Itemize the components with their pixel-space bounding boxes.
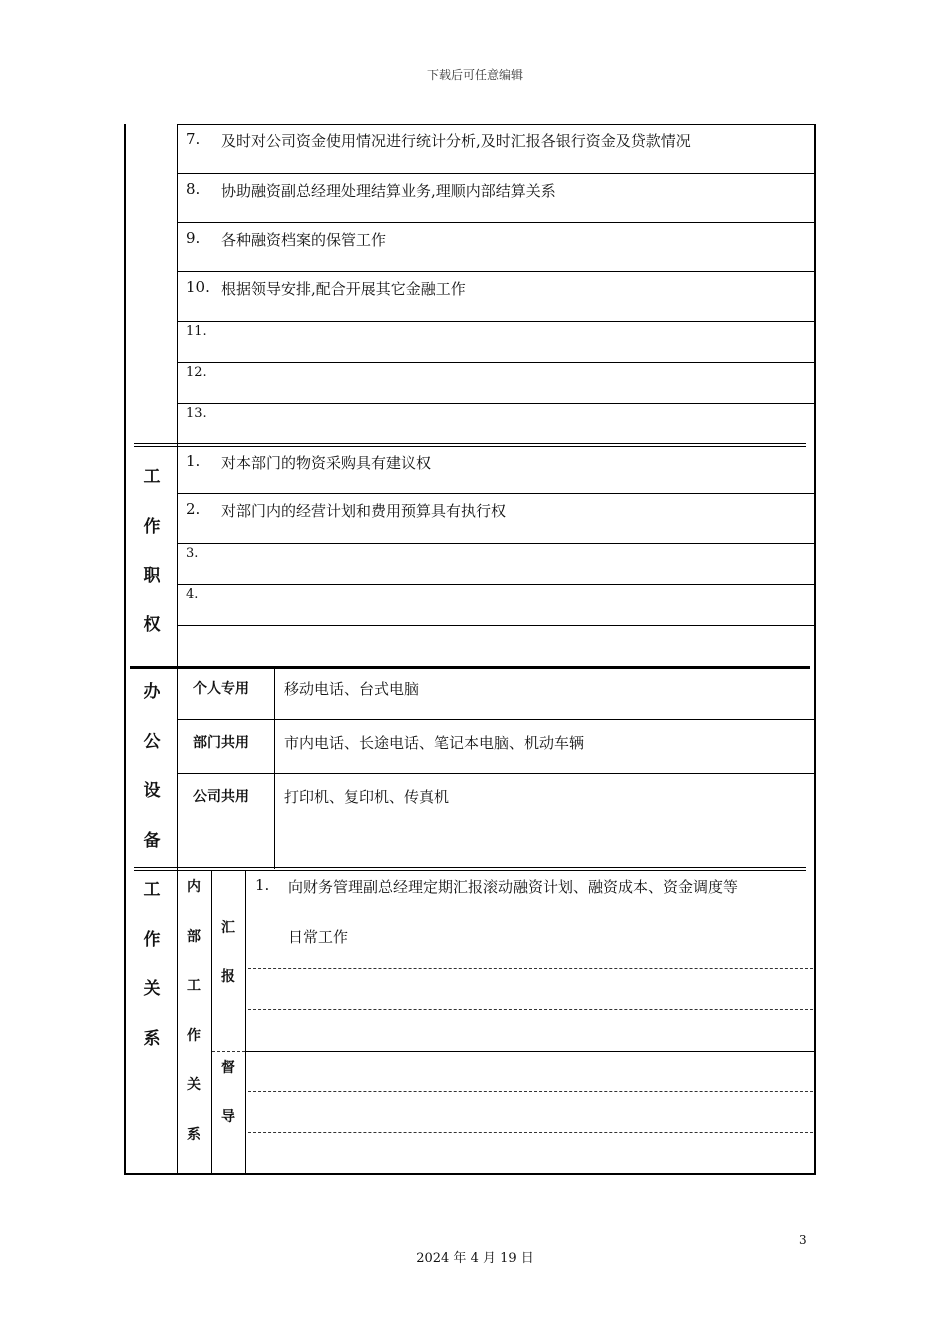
row-divider: [177, 321, 815, 322]
row-divider: [177, 493, 815, 494]
report-item-number: 1.: [255, 876, 270, 894]
duty-number: 10.: [186, 278, 210, 296]
equipment-label-char: 办: [143, 682, 161, 702]
duty-number: 12.: [186, 365, 207, 380]
authority-label-char: 工: [143, 467, 161, 487]
duty-number: 7.: [186, 130, 201, 148]
relations-label-char: 系: [143, 1029, 161, 1049]
duty-text: 及时对公司资金使用情况进行统计分析,及时汇报各银行资金及贷款情况: [221, 132, 691, 150]
section-divider: [134, 870, 806, 871]
row-divider: [177, 625, 815, 626]
duty-number: 11.: [186, 324, 207, 339]
authority-label-char: 作: [143, 517, 161, 537]
internal-label-char: 关: [187, 1077, 201, 1093]
label-column-divider: [177, 124, 178, 1175]
relations-label-char: 工: [143, 880, 161, 900]
report-label-char: 报: [221, 969, 235, 985]
equipment-label-char: 备: [143, 831, 161, 851]
dashed-line: [248, 968, 813, 969]
equipment-items: 打印机、复印机、传真机: [284, 788, 450, 806]
footer-date: 2024 年 4 月 19 日: [416, 1251, 534, 1266]
dashed-line: [248, 1132, 813, 1133]
header-note: 下载后可任意编辑: [426, 68, 523, 82]
row-divider: [177, 543, 815, 544]
internal-label-char: 作: [187, 1028, 201, 1044]
equipment-category: 个人专用: [193, 681, 249, 697]
authority-label-char: 职: [143, 566, 161, 586]
duty-number: 8.: [186, 180, 201, 198]
authority-number: 3.: [186, 546, 199, 561]
duty-text: 各种融资档案的保管工作: [221, 231, 387, 249]
duty-text: 协助融资副总经理处理结算业务,理顺内部结算关系: [221, 182, 556, 200]
authority-text: 对部门内的经营计划和费用预算具有执行权: [221, 502, 507, 520]
internal-column-divider: [211, 870, 212, 1173]
row-divider: [245, 1051, 815, 1052]
internal-label-char: 工: [187, 978, 201, 994]
internal-label-char: 系: [187, 1127, 201, 1143]
row-divider: [177, 362, 815, 363]
table-bottom-border: [124, 1173, 816, 1175]
dashed-line: [248, 1091, 813, 1092]
table-right-border: [814, 124, 816, 1175]
duty-number: 9.: [186, 229, 201, 247]
row-divider: [177, 271, 815, 272]
equipment-label-char: 设: [143, 781, 161, 801]
row-divider: [177, 584, 815, 585]
section-divider: [134, 443, 806, 444]
equipment-category-divider: [274, 668, 275, 869]
row-divider: [177, 773, 815, 774]
authority-text: 对本部门的物资采购具有建议权: [221, 454, 432, 472]
equipment-category: 部门共用: [193, 735, 249, 751]
row-divider: [177, 222, 815, 223]
internal-label-char: 部: [187, 929, 201, 945]
row-divider: [177, 403, 815, 404]
authority-number: 1.: [186, 452, 201, 470]
equipment-label-char: 公: [143, 732, 161, 752]
report-column-divider: [245, 870, 246, 1173]
supervise-label-char: 导: [221, 1109, 235, 1125]
dashed-divider: [212, 1051, 245, 1052]
row-divider: [177, 719, 815, 720]
authority-number: 4.: [186, 587, 199, 602]
table-top-border: [177, 124, 815, 125]
table-left-border: [124, 124, 126, 1175]
equipment-items: 移动电话、台式电脑: [284, 680, 420, 698]
relations-label-char: 关: [143, 979, 161, 999]
report-item-text: 向财务管理副总经理定期汇报滚动融资计划、融资成本、资金调度等: [288, 878, 739, 896]
section-divider: [134, 867, 806, 868]
page-number: 3: [799, 1233, 807, 1247]
equipment-category: 公司共用: [193, 789, 249, 805]
row-divider: [177, 173, 815, 174]
duty-number: 13.: [186, 406, 207, 421]
report-label-char: 汇: [221, 920, 235, 936]
dashed-line: [248, 1009, 813, 1010]
equipment-items: 市内电话、长途电话、笔记本电脑、机动车辆: [284, 734, 585, 752]
authority-label-char: 权: [143, 615, 161, 635]
section-divider: [130, 666, 810, 669]
supervise-label-char: 督: [221, 1060, 235, 1076]
internal-label-char: 内: [187, 879, 201, 895]
duty-text: 根据领导安排,配合开展其它金融工作: [221, 280, 466, 298]
relations-label-char: 作: [143, 930, 161, 950]
section-divider: [134, 446, 806, 447]
authority-number: 2.: [186, 500, 201, 518]
report-item-text-continued: 日常工作: [288, 928, 349, 946]
